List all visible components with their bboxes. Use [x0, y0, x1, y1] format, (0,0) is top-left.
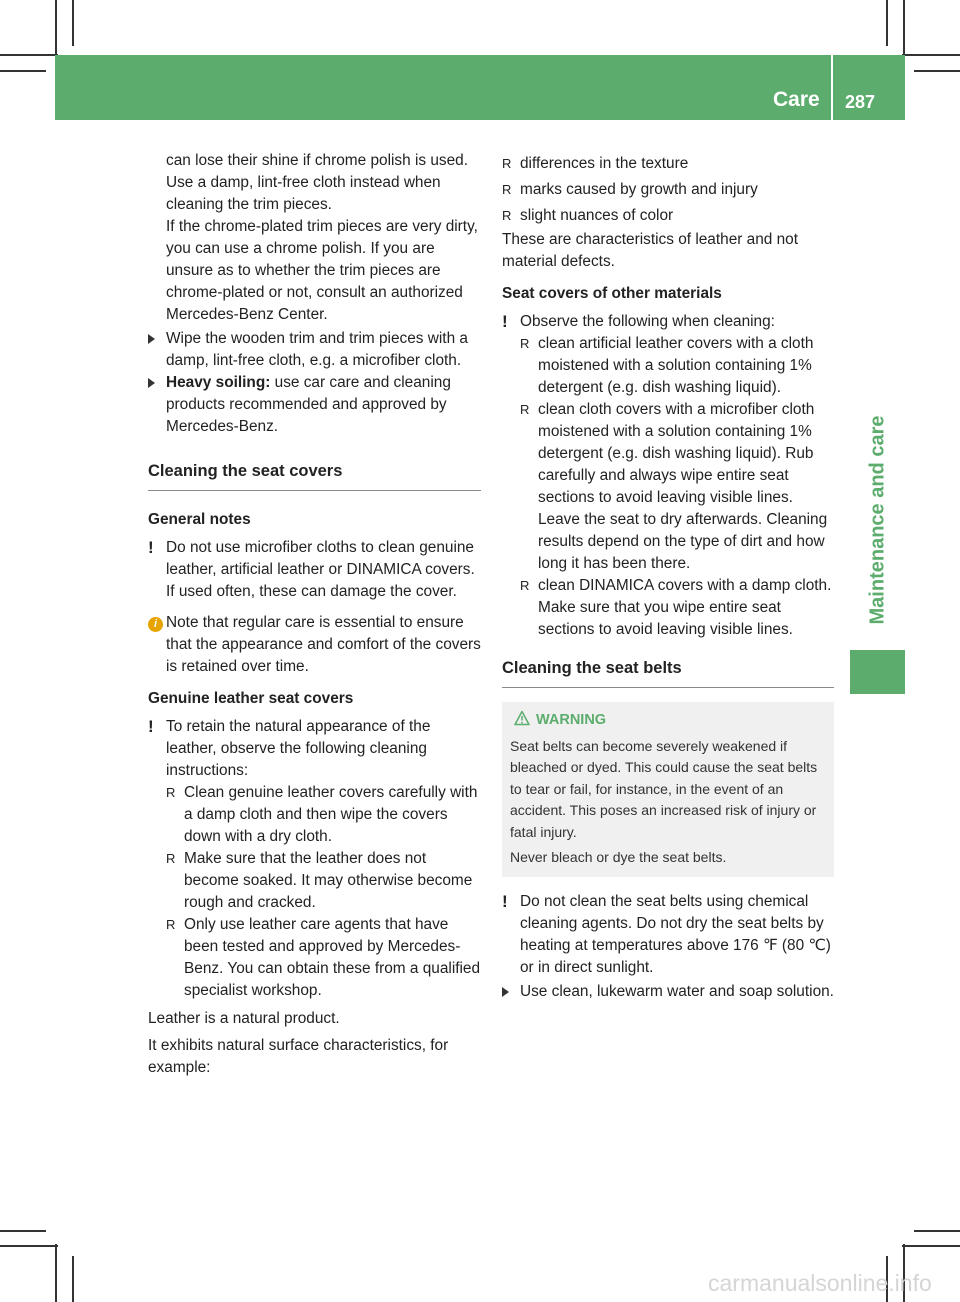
paragraph: It exhibits natural surface characteristics, for example: — [148, 1037, 449, 1076]
exclamation-icon: ! — [502, 312, 508, 331]
list-item-text: clean DINAMICA covers with a damp cloth. Make sure that you wipe entire seat sections to avoid leaving visible lines. — [538, 577, 832, 638]
watermark: carmanualsonline.info — [708, 1270, 932, 1296]
crop-mark — [903, 0, 905, 58]
crop-mark — [886, 0, 888, 46]
bullet-icon: R — [166, 851, 176, 866]
list-item — [520, 333, 834, 399]
list-item-text: differences in the texture — [520, 155, 689, 172]
instruction-step — [148, 328, 481, 372]
crop-mark — [914, 70, 960, 72]
paragraph: can lose their shine if chrome polish is used. Use a damp, lint-free cloth instead when cleaning the trim pieces. — [166, 152, 468, 213]
warning-text: Seat belts can become severely weakened if bleached or dyed. This could cause the seat belts to tear or fail, for instance, in the event of an accident. This poses an increased risk of injury or fatal injury. — [510, 737, 818, 840]
list-item — [166, 782, 481, 848]
step-text: Use clean, lukewarm water and soap solution. — [520, 982, 834, 1000]
side-tab-marker — [850, 650, 905, 694]
list-item-text: clean cloth covers with a microfiber cloth moistened with a solution containing 1% detergent (e.g. dish washing liquid). Rub carefully and always wipe entire seat sections to avoid leaving visible lines. Leave the seat to dry afterwards. Cleaning results depend on the type of dirt and how long it has been there. — [538, 401, 828, 572]
crop-mark — [902, 54, 960, 56]
subheading: Seat covers of other materials — [502, 285, 722, 302]
list-item — [166, 914, 481, 1002]
left-column — [148, 150, 481, 1079]
arrow-icon — [502, 981, 509, 1004]
notice-text: Do not clean the seat belts using chemical cleaning agents. Do not dry the seat belts by heating at temperatures above 176 ℉ (80 ℃) or in direct sunlight. — [520, 892, 831, 976]
info-note — [148, 612, 481, 678]
list-item — [520, 575, 834, 641]
arrow-icon — [148, 372, 155, 395]
warning-box — [502, 702, 834, 877]
bullet-icon: R — [502, 156, 512, 171]
right-column — [502, 153, 834, 1003]
crop-mark — [72, 0, 74, 46]
crop-mark — [902, 1245, 960, 1247]
side-tab-label — [850, 380, 905, 660]
crop-mark — [0, 70, 46, 72]
instruction-step — [502, 981, 834, 1003]
crop-mark — [0, 54, 58, 56]
paragraph: If the chrome-plated trim pieces are very dirty, you can use a chrome polish. If you are unsure as to whether the trim pieces are chrome-plated or not, consult an authorized Mercedes-Benz Center. — [166, 218, 478, 323]
list-item-text: Clean genuine leather covers carefully with a damp cloth and then wipe the covers down with a dry cloth. — [184, 784, 478, 845]
crop-mark — [72, 1256, 74, 1302]
notice — [148, 716, 481, 782]
notice — [148, 537, 481, 603]
warning-text: Never bleach or dye the seat belts. — [510, 849, 727, 865]
bullet-icon: R — [520, 402, 530, 417]
list-item — [166, 848, 481, 914]
warning-heading — [510, 710, 826, 732]
header-section-title: Care — [773, 88, 820, 111]
notice-text: To retain the natural appearance of the leather, observe the following cleaning instructions: — [166, 718, 431, 779]
notice-text: Observe the following when cleaning: — [520, 313, 775, 330]
step-text: use car care and cleaning products recommended and approved by Mercedes-Benz. — [166, 374, 451, 435]
step-text: Wipe the wooden trim and trim pieces with a damp, lint-free cloth, e.g. a microfiber cloth. — [166, 330, 468, 369]
info-icon: i — [148, 612, 163, 634]
instruction-step — [148, 372, 481, 438]
paragraph: Leather is a natural product. — [148, 1010, 340, 1027]
list-item — [502, 205, 834, 227]
bullet-list — [148, 782, 481, 1002]
warning-label: WARNING — [536, 712, 607, 728]
exclamation-icon: ! — [502, 891, 508, 911]
info-text: Note that regular care is essential to ensure that the appearance and comfort of the covers is retained over time. — [166, 614, 481, 675]
header-separator — [831, 55, 833, 120]
bullet-icon: R — [502, 182, 512, 197]
side-tab-text: Maintenance and care — [866, 415, 888, 625]
warning-triangle-icon — [514, 710, 530, 726]
page-number: 287 — [845, 92, 876, 112]
bullet-icon: R — [520, 578, 530, 593]
list-item-text: Only use leather care agents that have been tested and approved by Mercedes-Benz. You can obtain these from a qualified specialist workshop. — [184, 916, 481, 999]
notice — [502, 311, 834, 333]
list-item-text: slight nuances of color — [520, 207, 674, 224]
subheading: Genuine leather seat covers — [148, 690, 354, 707]
bullet-icon: R — [502, 208, 512, 223]
notice-text: Do not use microfiber cloths to clean genuine leather, artificial leather or DINAMICA covers. If used often, these can damage the cover. — [166, 539, 475, 600]
exclamation-icon: ! — [148, 538, 154, 557]
exclamation-icon: ! — [148, 717, 154, 736]
arrow-icon — [148, 328, 155, 351]
list-item — [502, 153, 834, 179]
list-item-text: marks caused by growth and injury — [520, 181, 758, 198]
crop-mark — [55, 0, 57, 58]
subheading: General notes — [148, 511, 251, 528]
list-item-text: Make sure that the leather does not become soaked. It may otherwise become rough and cracked. — [184, 850, 473, 911]
bullet-icon: R — [166, 917, 176, 932]
crop-mark — [0, 1245, 58, 1247]
crop-mark — [0, 1230, 46, 1232]
step-label: Heavy soiling: — [166, 374, 271, 391]
list-item — [502, 179, 834, 205]
section-title: Cleaning the seat belts — [502, 657, 834, 688]
crop-mark — [55, 1244, 57, 1302]
list-item-text: clean artificial leather covers with a cloth moistened with a solution containing 1% detergent (e.g. dish washing liquid). — [538, 335, 814, 396]
bullet-icon: R — [520, 336, 530, 351]
bullet-list — [502, 333, 834, 641]
list-item — [520, 399, 834, 575]
section-title: Cleaning the seat covers — [148, 460, 481, 491]
notice — [502, 891, 834, 979]
paragraph: These are characteristics of leather and not material defects. — [502, 231, 798, 270]
crop-mark — [914, 1230, 960, 1232]
bullet-icon: R — [166, 785, 176, 800]
